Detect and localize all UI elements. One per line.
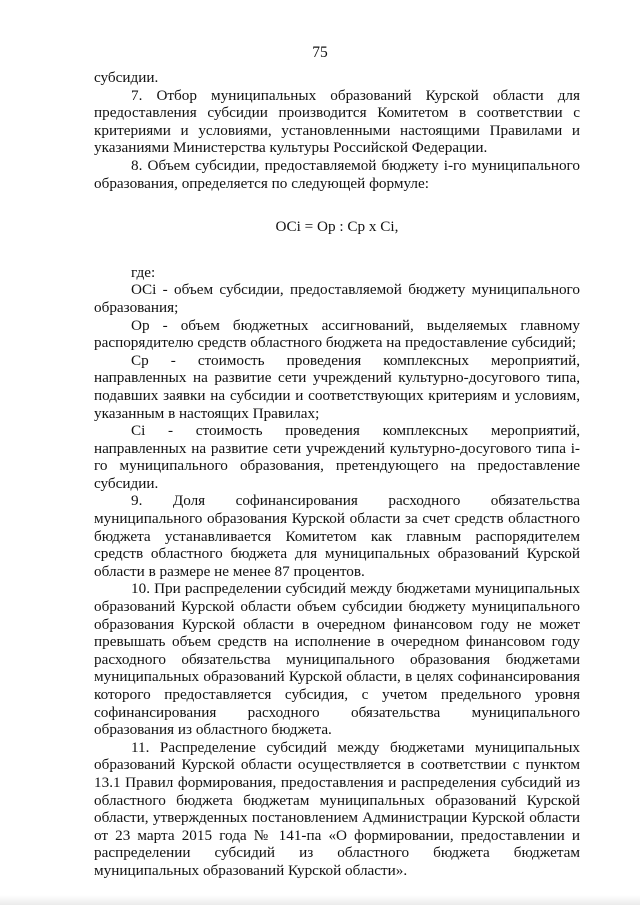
definition-ci: Ci - стоимость проведения комплексных мероприятий, направленных на развитие сети учреждений культурно-досугового типа i-го муниципального образования, претендующего на предоставление субсидии. [94, 422, 580, 492]
page-number: 75 [312, 44, 328, 61]
definition-oci: ОCi - объем субсидии, предоставляемой бюджету муниципального образования; [94, 281, 580, 316]
definition-op: Op - объем бюджетных ассигнований, выделяемых главному распорядителю средств областного бюджета на предоставление субсидий; [94, 316, 580, 352]
paragraph-10: 10. При распределении субсидий между бюджетами муниципальных образований Курской области объем субсидии бюджету муниципального образования Курской области в очередном финансовом году не может превышать объем средств на исполнение в очередном финансовом году расходного обязательства муниципального образования бюджетами муниципальных образований Курской области, в целях софинансирования которого предоставляется субсидия, с учетом предельного уровня софинансирования расходного обязательства муниципального образования из областного бюджета. [94, 580, 580, 739]
definition-cp: Cp - стоимость проведения комплексных мероприятий, направленных на развитие сети учреждений культурно-досугового типа, подавших заявки на субсидии и соответствующих критериям и условиям, указанным в настоящих Правилах; [94, 351, 580, 422]
paragraph-continuation: субсидии. [94, 69, 159, 86]
page-edge-shadow [0, 895, 640, 905]
paragraph-9: 9. Доля софинансирования расходного обязательства муниципального образования Курской области за счет средств областного бюджета устанавливается Комитетом как главным распорядителем средств областного бюджета для муниципальных образований Курской области в размере не менее 87 процентов. [94, 492, 580, 580]
formula-where-label: где: [131, 263, 156, 281]
formula: ОCi = Op : Cp x Ci, [275, 218, 399, 236]
paragraph-7: 7. Отбор муниципальных образований Курской области для предоставления субсидии производится Комитетом в соответствии с критериями и условиями, установленными настоящими Правилами и указаниями Министерства культуры Российской Федерации. [94, 86, 580, 157]
document-body [94, 69, 580, 880]
paragraph-11: 11. Распределение субсидий между бюджетами муниципальных образований Курской области осуществляется в соответствии с пунктом 13.1 Правил формирования, предоставления и распределения субсидий из областного бюджета бюджетам муниципальных образований Курской области, утвержденных постановлением Администрации Курской области от 23 марта 2015 года № 141-па «О формировании, предоставлении и распределении субсидий из областного бюджета бюджетам муниципальных образований Курской области». [94, 738, 580, 879]
paragraph-8: 8. Объем субсидии, предоставляемой бюджету i-го муниципального образования, определяется по следующей формуле: [94, 156, 580, 192]
